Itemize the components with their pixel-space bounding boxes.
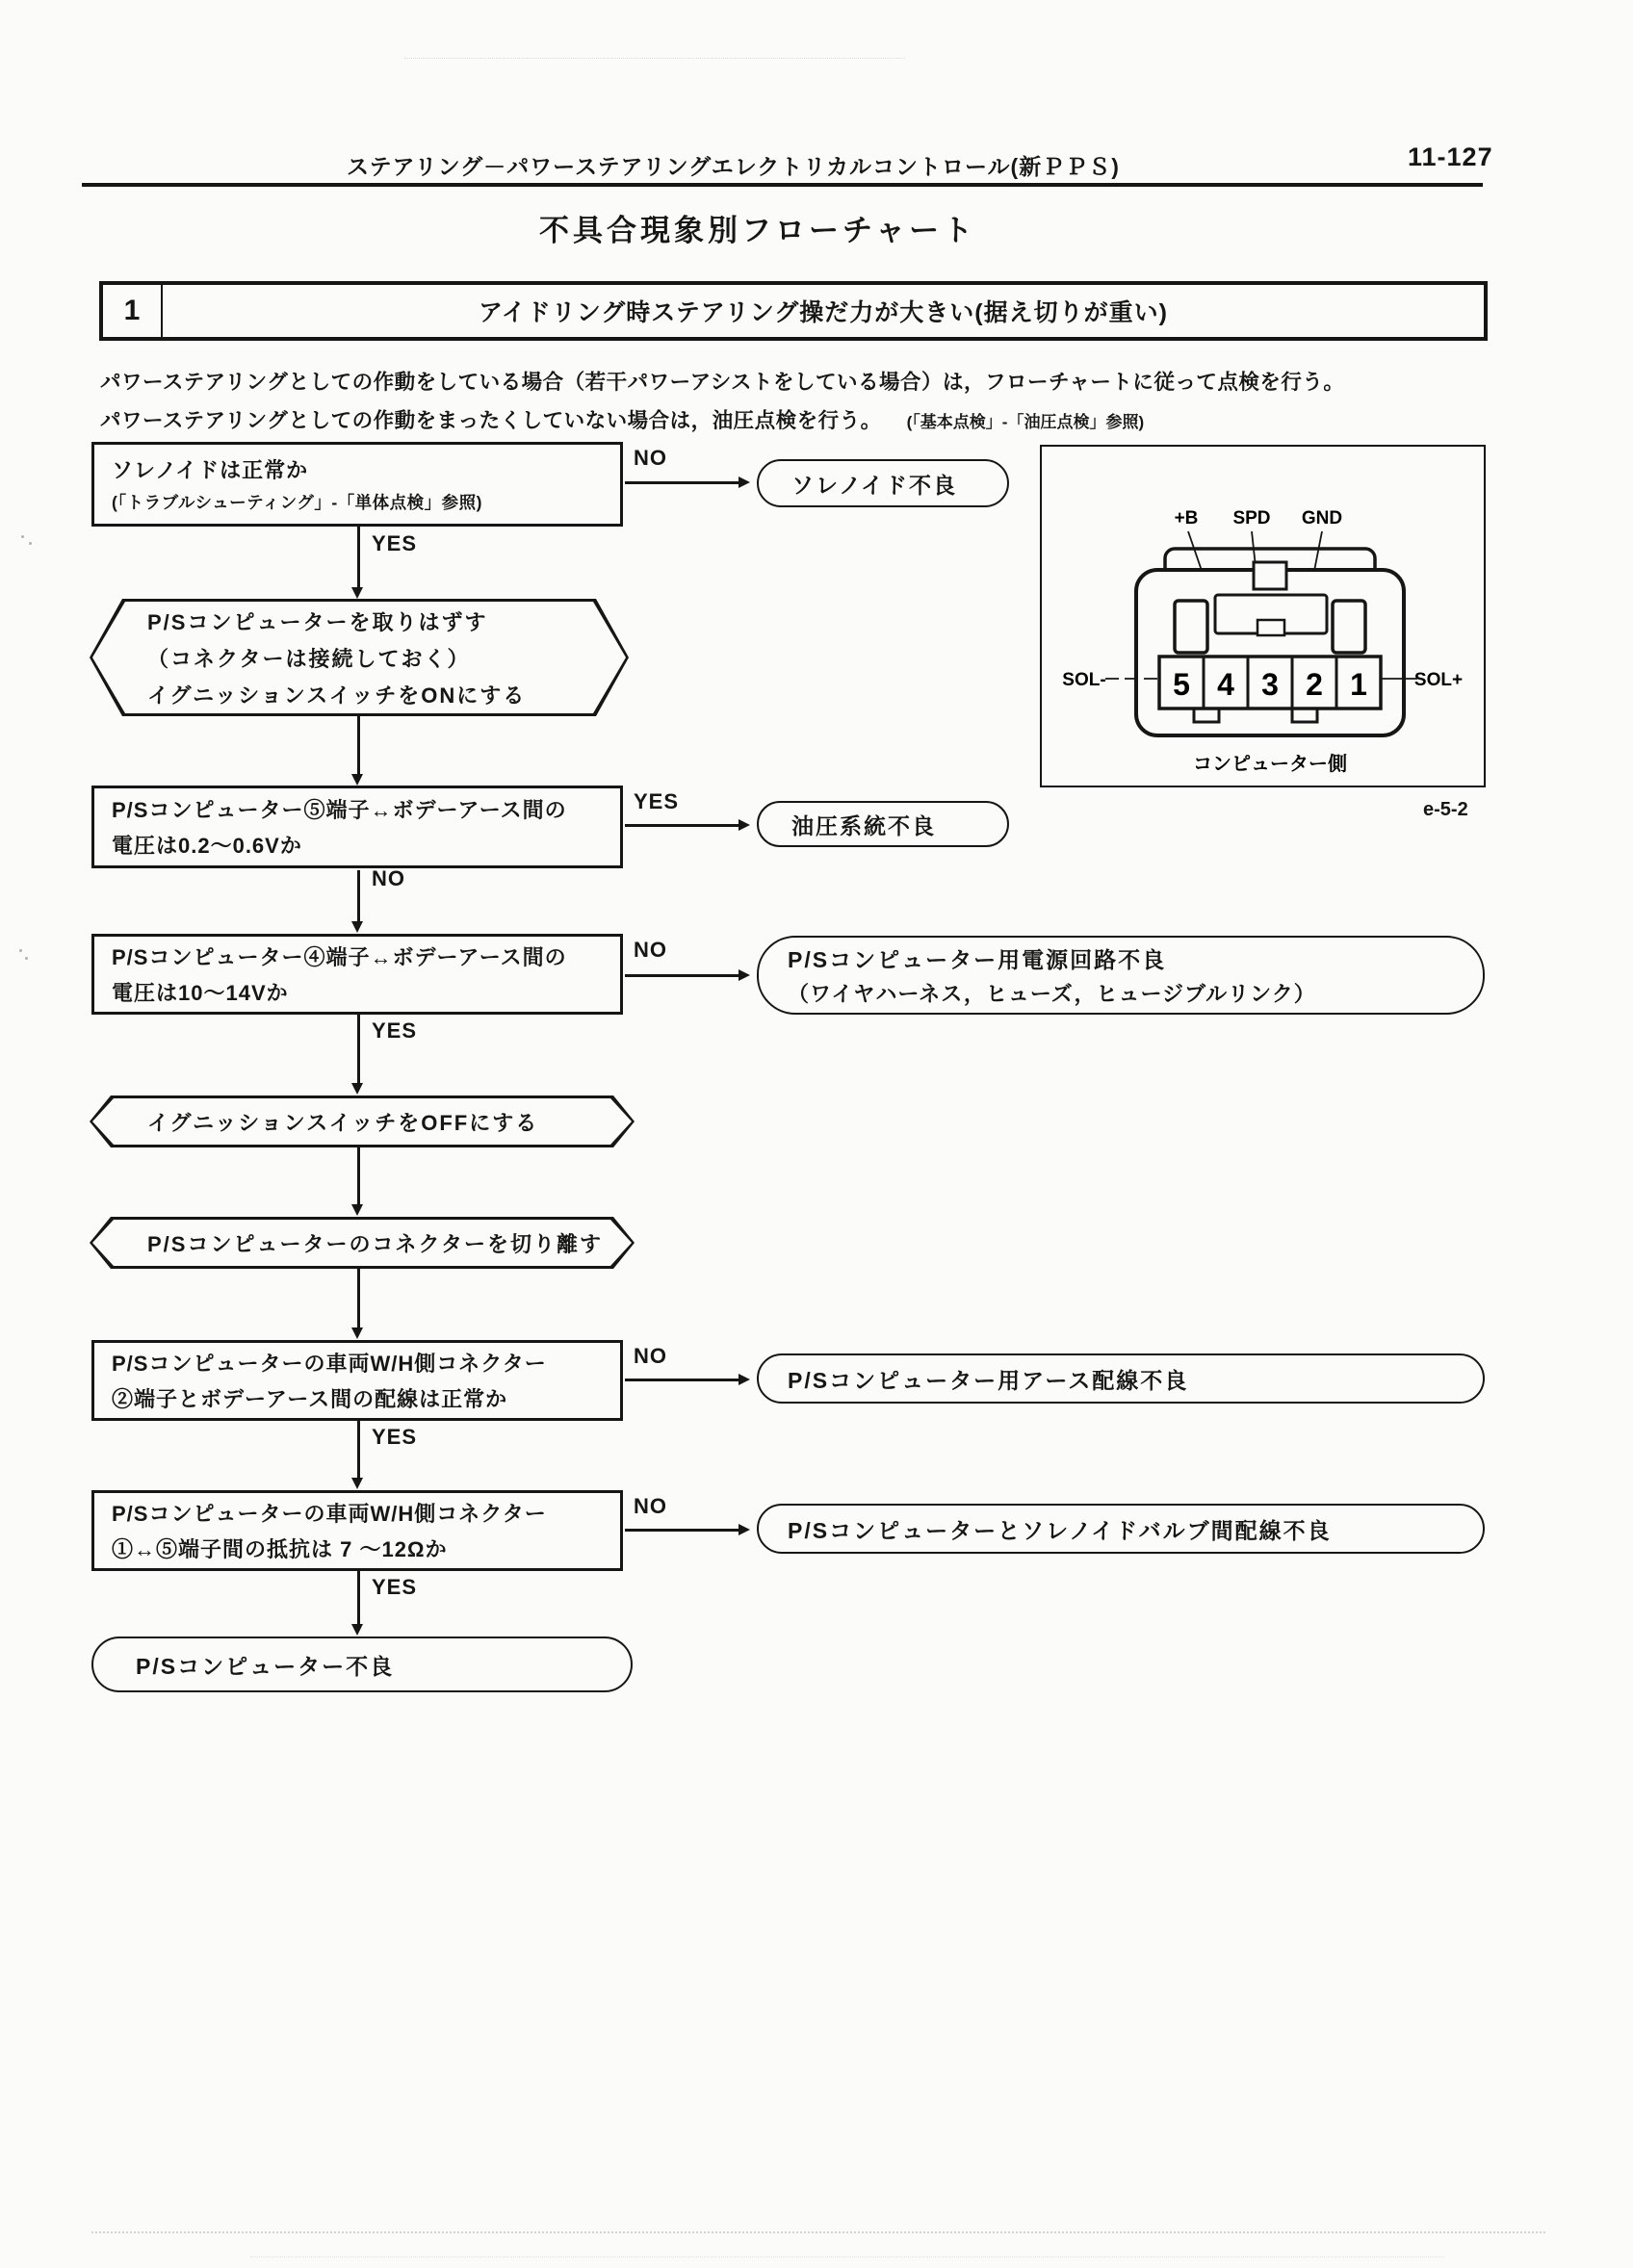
decision-terminal5-voltage [91,786,623,868]
scan-artifact [19,949,22,952]
pin-number-2: 2 [1306,667,1323,702]
arrowhead-right-icon [739,477,750,488]
connector-line [357,716,360,776]
result-text: P/Sコンピューター用アース配線不良 [788,1367,1189,1393]
result-solenoid-bad [757,459,1009,507]
decision-text-line1: P/Sコンピューター④端子↔ボデーアース間の [112,945,567,969]
connector-line [357,1015,360,1084]
header-rule [82,183,1483,187]
connector-line [357,1147,360,1205]
decision-text-line2: ②端子とボデーアース間の配線は正常か [112,1387,508,1411]
arrowhead-down-icon [351,1624,363,1636]
connector-line [357,1421,360,1479]
connector-line [357,1571,360,1625]
connector-line [357,527,360,588]
decision-resistance-1-5 [91,1490,623,1571]
intro-line-2-note: (「基本点検」-「油圧点検」参照) [906,413,1145,431]
figure-id: e-5-2 [1423,799,1468,820]
decision-text: ソレノイドは正常か [112,458,309,482]
pin-label-gnd: GND [1301,508,1343,528]
connector-line [625,824,740,827]
result-power-circuit-bad [757,936,1485,1015]
connector-line [625,974,740,977]
yes-label-4: YES [372,1425,418,1449]
result-text-line1: P/Sコンピューター用電源回路不良 [788,947,1167,972]
process-line-1: P/Sコンピューターのコネクターを切り離す [147,1231,604,1256]
arrowhead-down-icon [351,587,363,599]
process-line-3: イグニッションスイッチをONにする [147,683,527,708]
decision-terminal4-voltage [91,934,623,1015]
process-disconnect-connector [90,1217,635,1269]
arrowhead-down-icon [351,1478,363,1489]
page-number: 11-127 [1408,142,1493,171]
section-bar [99,281,1488,341]
no-label-1: NO [634,446,667,470]
arrowhead-right-icon [739,1524,750,1535]
intro-line-2 [100,404,1144,434]
result-text: ソレノイド不良 [791,472,958,498]
pin-number-4: 4 [1217,667,1234,702]
yes-label-1: YES [372,531,418,555]
page-title: 不具合現象別フローチャート [539,214,977,247]
pin-label-sol-minus: SOL- [1062,670,1106,690]
no-label-2: NO [372,866,405,890]
pin-label-sol-plus: SOL+ [1413,670,1464,690]
scan-artifact [250,2256,1444,2257]
arrowhead-down-icon [351,774,363,786]
connector-line [625,481,740,484]
no-label-5: NO [634,1494,667,1518]
pin-number-1: 1 [1350,667,1367,702]
result-hydraulic-system-bad [757,801,1009,847]
connector-center-notch [1254,562,1286,589]
connector-diagram [1042,447,1483,785]
result-ground-wiring-bad [757,1353,1485,1404]
yes-label-3: YES [372,1018,418,1043]
scan-artifact [404,58,905,59]
connector-line [625,1379,740,1381]
yes-label-2: YES [634,789,680,813]
decision-text-line1: P/Sコンピューターの車両W/H側コネクター [112,1352,547,1376]
yes-label-5: YES [372,1575,418,1599]
arrowhead-right-icon [739,819,750,831]
decision-text-line2: 電圧は0.2～0.6Vか [112,834,302,858]
result-text: 油圧系統不良 [791,812,936,838]
pin-label-spd: SPD [1232,508,1271,528]
result-text: P/Sコンピューター不良 [136,1653,395,1679]
pin-number-5: 5 [1173,667,1190,702]
arrowhead-down-icon [351,921,363,933]
connector-line [625,1529,740,1532]
center-bar-notch [1257,620,1284,635]
decision-ground-wiring [91,1340,623,1421]
process-ignition-off [90,1095,635,1147]
process-line-2: （コネクターは接続しておく） [147,646,471,671]
arrowhead-down-icon [351,1204,363,1216]
arrowhead-down-icon [351,1083,363,1095]
decision-reference: (「トラブルシューティング」-「単体点検」参照) [112,493,482,512]
pin-number-3: 3 [1261,667,1279,702]
scan-artifact [29,542,32,545]
decision-text-line1: P/Sコンピューターの車両W/H側コネクター [112,1502,547,1526]
process-line-1: P/Sコンピューターを取りはずす [147,609,488,634]
no-label-3: NO [634,938,667,962]
intro-line-2-text: パワーステアリングとしての作動をまったくしていない場合は，油圧点検を行う。 [100,409,882,432]
process-remove-computer [90,599,629,716]
result-text: P/Sコンピューターとソレノイドバルブ間配線不良 [788,1517,1332,1543]
arrowhead-right-icon [739,969,750,981]
intro-line-1: パワーステアリングとしての作動をしている場合（若干パワーアシストをしている場合）は，フローチャートに従って点検を行う。 [100,371,1345,394]
decision-solenoid-ok [91,442,623,527]
result-text-line2: （ワイヤハーネス，ヒューズ，ヒュージブルリンク） [788,982,1316,1006]
scan-artifact [91,2231,1545,2233]
decision-text-line1: P/Sコンピューター⑤端子↔ボデーアース間の [112,798,567,822]
decision-text-line2: ①↔⑤端子間の抵抗は 7 ～12Ωか [112,1537,448,1561]
decision-text-line2: 電圧は10～14Vか [112,981,289,1005]
arrowhead-right-icon [739,1374,750,1385]
connector-diagram-panel [1040,445,1486,787]
no-label-4: NO [634,1344,667,1368]
diagram-caption: コンピューター側 [1193,754,1347,775]
scan-artifact [25,957,28,960]
connector-line [357,870,360,922]
result-solenoid-wiring-bad [757,1504,1485,1554]
arrowhead-down-icon [351,1327,363,1339]
result-computer-bad [91,1637,633,1692]
scan-artifact [21,535,24,538]
process-line-1: イグニッションスイッチをOFFにする [147,1110,539,1135]
section-number: 1 [103,285,163,337]
section-title: アイドリング時ステアリング操だ力が大きい(据え切りが重い) [479,299,1168,326]
header-title: ステアリング－パワーステアリングエレクトリカルコントロール(新ＰＰＳ) [347,154,1120,179]
connector-line [357,1269,360,1328]
pin-label-plus-b: +B [1174,508,1199,528]
